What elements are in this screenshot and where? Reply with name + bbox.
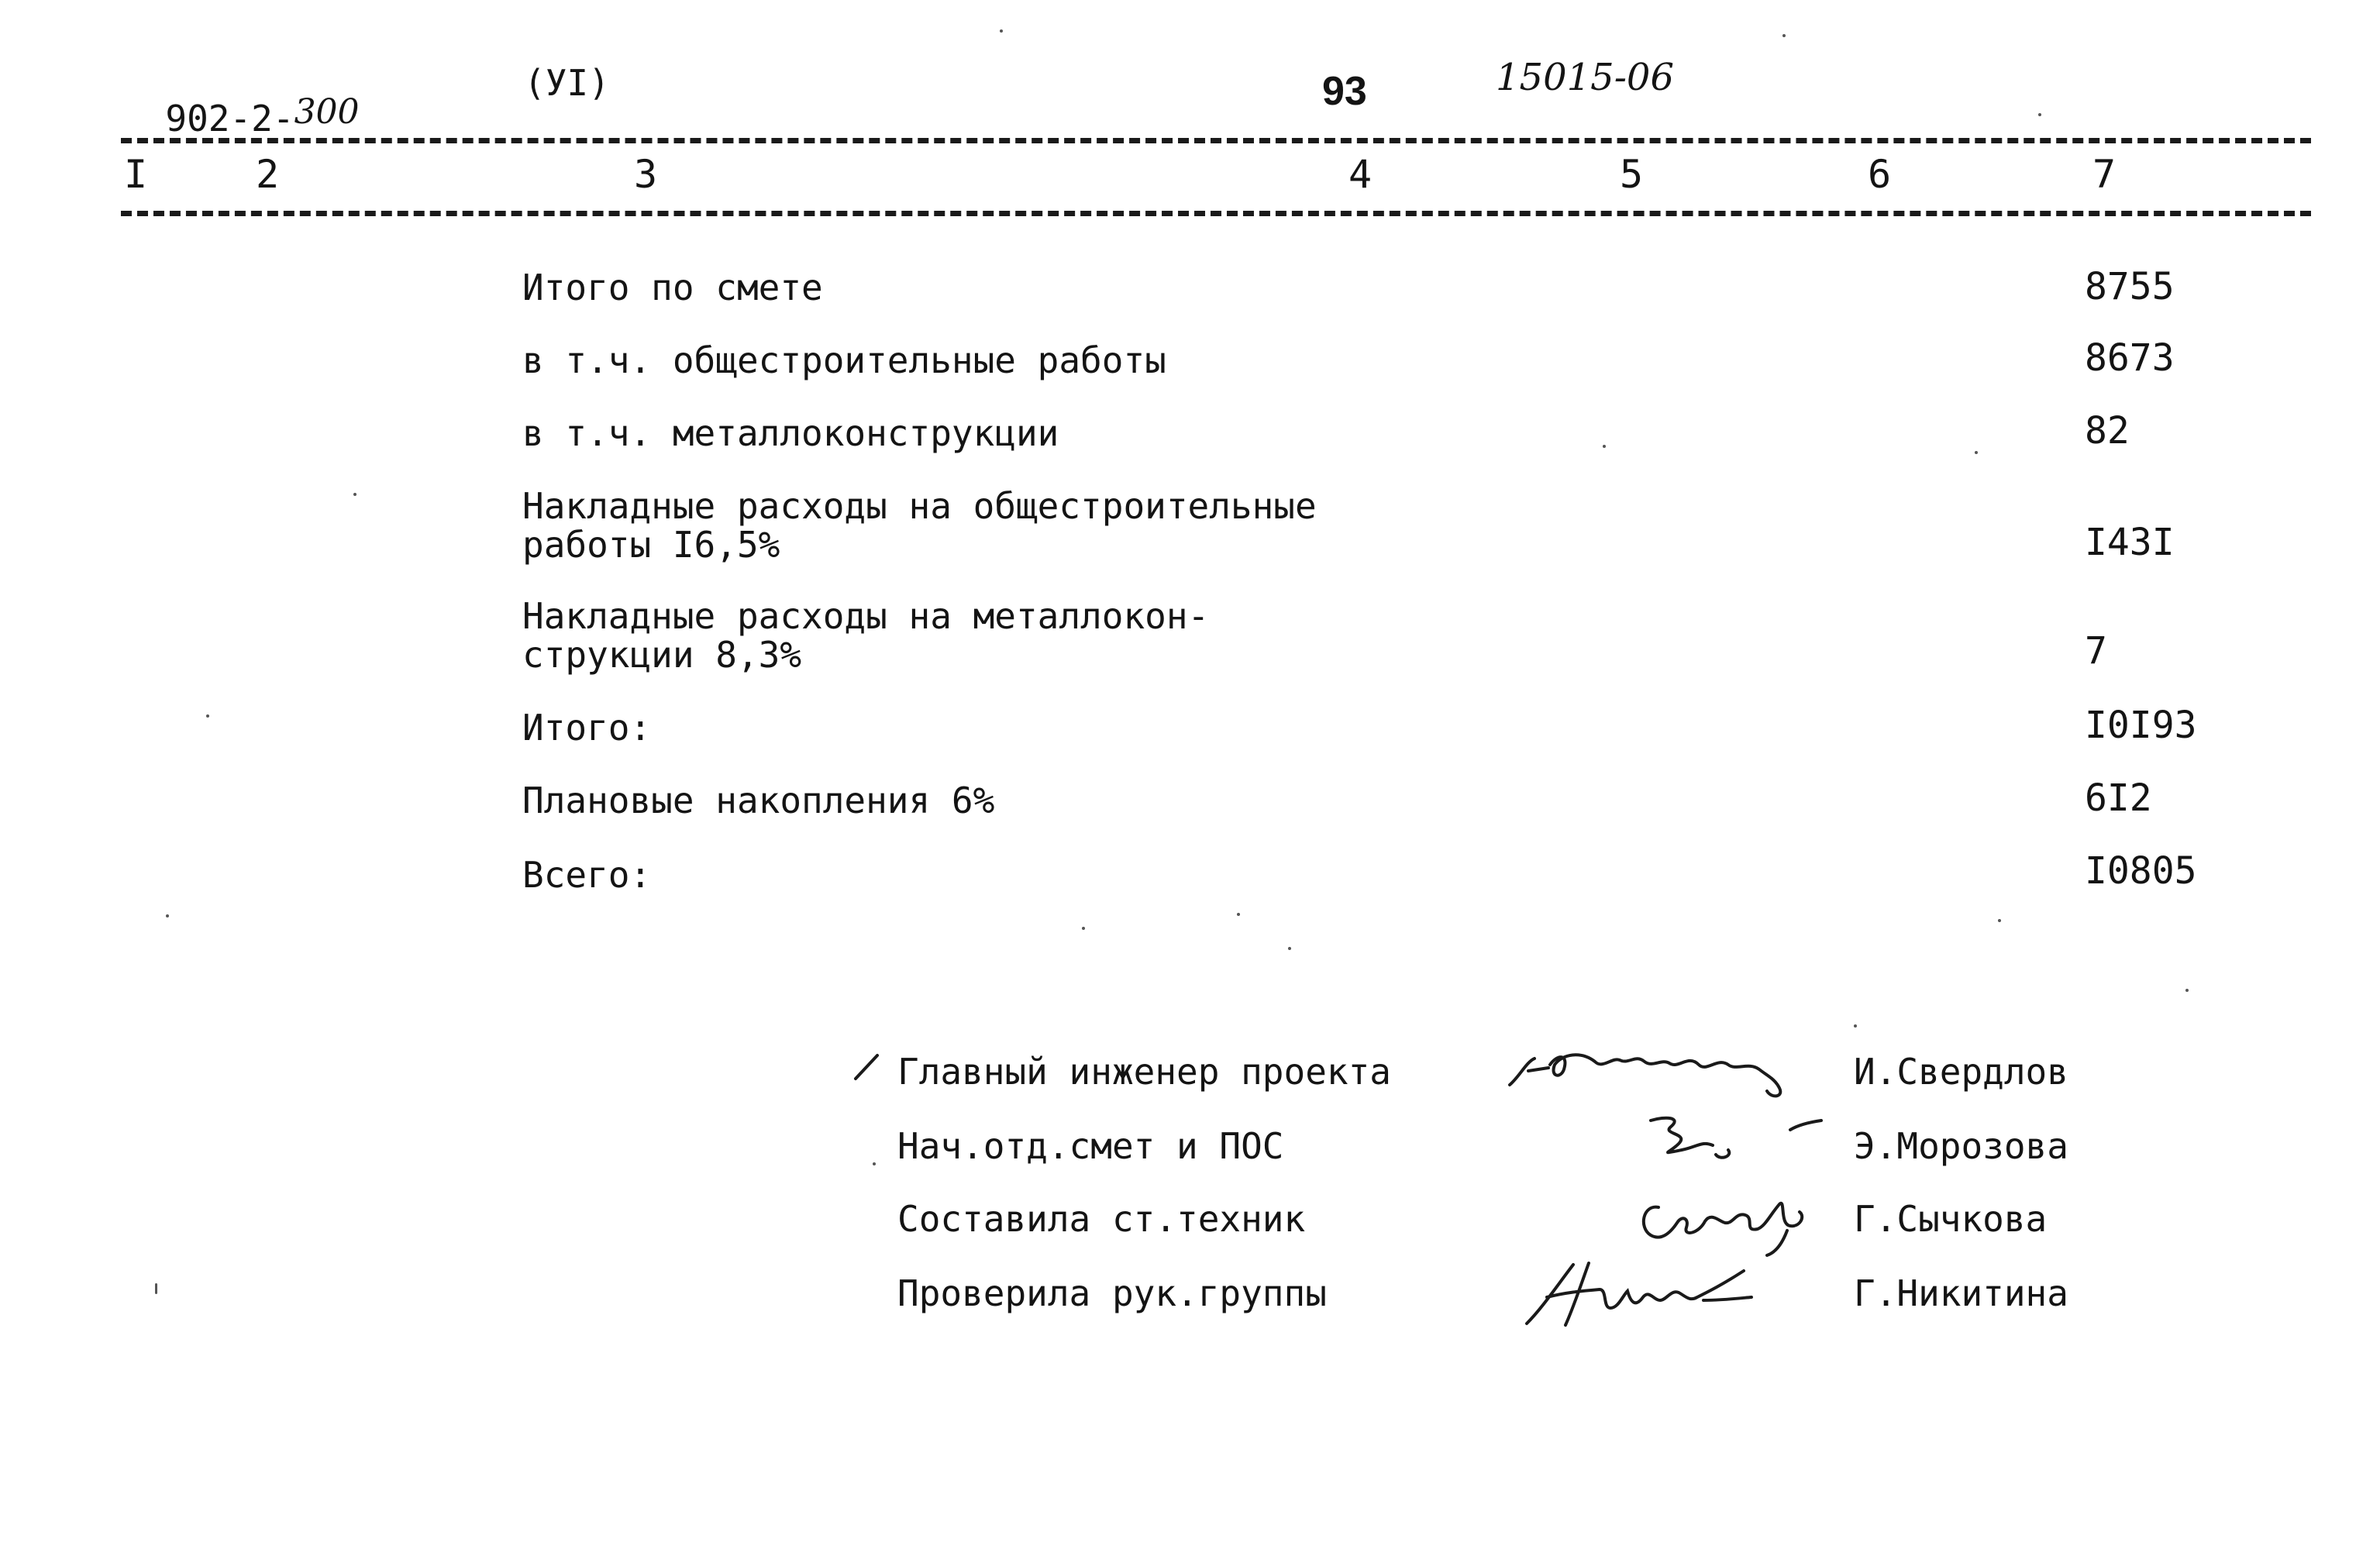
column-number: 5 <box>1620 152 1644 197</box>
archive-number: 15015-06 <box>1496 56 1674 99</box>
scan-speck <box>2185 989 2189 992</box>
row-description-continued: струкции 8,3% <box>522 634 802 676</box>
scan-speck <box>1603 445 1606 448</box>
row-amount: I0805 <box>2085 849 2197 893</box>
signatory-name: Г.Сычкова <box>1854 1198 2048 1240</box>
scan-speck <box>166 914 169 917</box>
row-description: в т.ч. общестроительные работы <box>522 339 1166 381</box>
handwritten-signature <box>1503 1031 1813 1100</box>
scan-speck <box>1237 913 1240 916</box>
row-description: Итого: <box>522 707 652 749</box>
handwritten-signature <box>1627 1181 1821 1258</box>
signatory-name: Г.Никитина <box>1854 1272 2068 1314</box>
signature-role: Проверила рук.группы <box>897 1272 1327 1314</box>
row-description: Накладные расходы на металлокон- <box>522 595 1210 637</box>
handwritten-signature <box>1635 1110 1829 1172</box>
row-amount: 82 <box>2085 409 2130 453</box>
row-description-continued: работы I6,5% <box>522 524 780 566</box>
document-code-suffix: 300 <box>294 92 360 132</box>
row-description: Накладные расходы на общестроительные <box>522 485 1317 527</box>
scan-speck <box>1998 919 2001 922</box>
column-number: 4 <box>1348 152 1373 197</box>
scan-speck <box>1854 1024 1857 1028</box>
column-number: 3 <box>634 152 658 197</box>
scan-speck <box>1782 34 1786 37</box>
column-number: 2 <box>256 152 280 197</box>
scan-speck <box>206 714 209 718</box>
scan-speck <box>873 1162 876 1165</box>
signature-role: Нач.отд.смет и ПОС <box>897 1125 1284 1167</box>
row-amount: 7 <box>2085 629 2107 673</box>
scan-speck <box>155 1283 157 1294</box>
scan-speck <box>2038 113 2041 116</box>
handwritten-signature <box>1519 1254 1775 1331</box>
check-mark <box>852 1051 880 1082</box>
scan-speck <box>1975 451 1978 454</box>
column-number: 7 <box>2092 152 2117 197</box>
row-amount: 8673 <box>2085 336 2175 380</box>
signatory-name: Э.Морозова <box>1854 1125 2068 1167</box>
scan-speck <box>1082 927 1085 930</box>
scan-speck <box>1000 29 1003 33</box>
header-rule-bottom <box>121 211 2311 216</box>
signature-role: Главный инженер проекта <box>897 1051 1391 1093</box>
row-amount: I43I <box>2085 521 2175 564</box>
section-number: (УI) <box>524 62 610 104</box>
document-code-prefix: 902-2- <box>165 98 294 139</box>
column-number: 6 <box>1868 152 1892 197</box>
row-description: Итого по смете <box>522 267 823 308</box>
page-number: 93 <box>1322 69 1367 114</box>
row-amount: 8755 <box>2085 265 2175 308</box>
scan-speck <box>353 493 356 496</box>
signatory-name: И.Свердлов <box>1854 1051 2068 1093</box>
scan-speck <box>1288 947 1291 950</box>
row-amount: 6I2 <box>2085 776 2152 820</box>
signature-role: Составила ст.техник <box>897 1198 1306 1240</box>
document-code <box>122 65 360 137</box>
header-rule-top <box>121 138 2311 143</box>
row-amount: I0I93 <box>2085 704 2197 747</box>
row-description: Всего: <box>522 854 652 896</box>
column-number: I <box>124 152 148 197</box>
row-description: Плановые накопления 6% <box>522 780 995 821</box>
row-description: в т.ч. металлоконструкции <box>522 412 1059 454</box>
